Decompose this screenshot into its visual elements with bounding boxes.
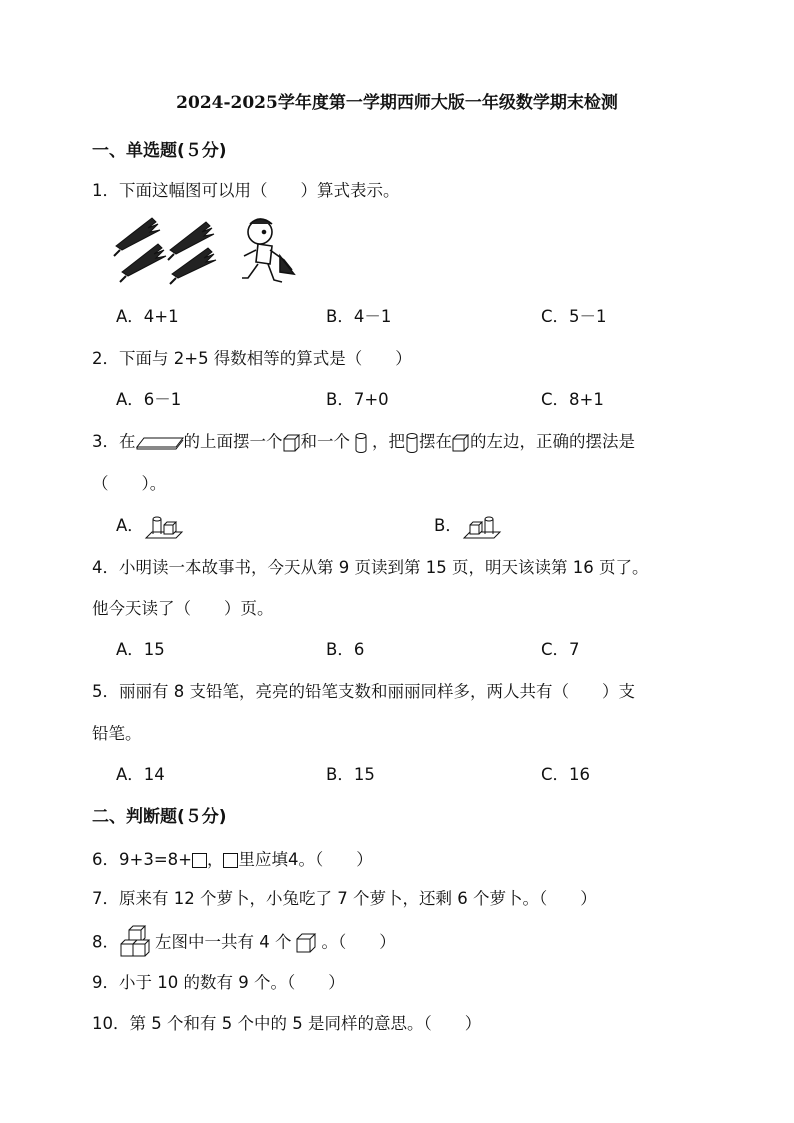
- question-1-option-a[interactable]: A．4+1: [116, 307, 179, 326]
- question-5-text-continued: 铅笔。: [92, 724, 142, 743]
- question-2-option-a[interactable]: A．6－1: [116, 390, 182, 409]
- question-2-text: 2．下面与 2+5 得数相等的算式是（ ）: [92, 349, 412, 368]
- cylinder-icon: [350, 432, 372, 454]
- cylinder-left-of-cube-on-board-icon: [144, 514, 184, 540]
- umbrellas-and-child-illustration: [112, 210, 302, 290]
- question-4-text-continued: 他今天读了（ ）页。: [92, 599, 274, 618]
- question-6-text: 6．9+3=8+ ， 里应填4。（ ）: [92, 850, 373, 869]
- question-4-option-a[interactable]: A．15: [116, 640, 165, 659]
- section-heading-true-false: 二、判断题(５分): [92, 807, 227, 827]
- question-9-text: 9．小于 10 的数有 9 个。（ ）: [92, 973, 345, 992]
- cylinder-icon: [405, 432, 419, 454]
- question-5-option-a[interactable]: A．14: [116, 765, 165, 784]
- cube-left-of-cylinder-on-board-icon: [462, 514, 502, 540]
- question-8-text: 8． 左图中一共有 4 个 。（ ）: [92, 926, 396, 960]
- question-2-option-b[interactable]: B．7+0: [326, 390, 389, 409]
- page-title: 2024-2025学年度第一学期西师大版一年级数学期末检测: [176, 93, 618, 113]
- question-3-option-b[interactable]: B．: [434, 512, 502, 540]
- question-4-option-c[interactable]: C．7: [541, 640, 580, 659]
- question-1-option-c[interactable]: C．5－1: [541, 307, 607, 326]
- section-heading-single-choice: 一、单选题(５分): [92, 141, 227, 161]
- question-3-option-a[interactable]: A．: [116, 512, 184, 540]
- question-2-option-c[interactable]: C．8+1: [541, 390, 604, 409]
- board-icon: [136, 436, 184, 450]
- running-child-icon: [242, 219, 294, 282]
- cube-icon: [452, 434, 470, 452]
- question-4-option-b[interactable]: B．6: [326, 640, 365, 659]
- question-5-text: 5．丽丽有 8 支铅笔，亮亮的铅笔支数和丽丽同样多，两人共有（ ）支: [92, 682, 635, 701]
- question-3-text-continued: （ ）。: [92, 474, 167, 493]
- question-7-text: 7．原来有 12 个萝卜，小兔吃了 7 个萝卜，还剩 6 个萝卜。（ ）: [92, 889, 597, 908]
- question-4-text: 4．小明读一本故事书，今天从第 9 页读到第 15 页，明天该读第 16 页了。: [92, 558, 649, 577]
- question-5-option-b[interactable]: B．15: [326, 765, 375, 784]
- question-1-option-b[interactable]: B．4－1: [326, 307, 392, 326]
- cube-icon: [283, 434, 301, 452]
- question-5-option-c[interactable]: C．16: [541, 765, 591, 784]
- question-10-text: 10．第 5 个和有 5 个中的 5 是同样的意思。（ ）: [92, 1014, 482, 1033]
- question-1-text: 1．下面这幅图可以用（ ）算式表示。: [92, 181, 400, 200]
- cube-icon: [296, 933, 318, 953]
- blank-box-icon: [223, 853, 238, 868]
- blank-box-icon: [192, 853, 207, 868]
- question-3-text: 3．在 的上面摆一个 和一个 ，把 摆在 的左边，正确的摆法是: [92, 428, 635, 454]
- umbrella-icon: [120, 244, 166, 282]
- stacked-cubes-icon: [119, 926, 155, 960]
